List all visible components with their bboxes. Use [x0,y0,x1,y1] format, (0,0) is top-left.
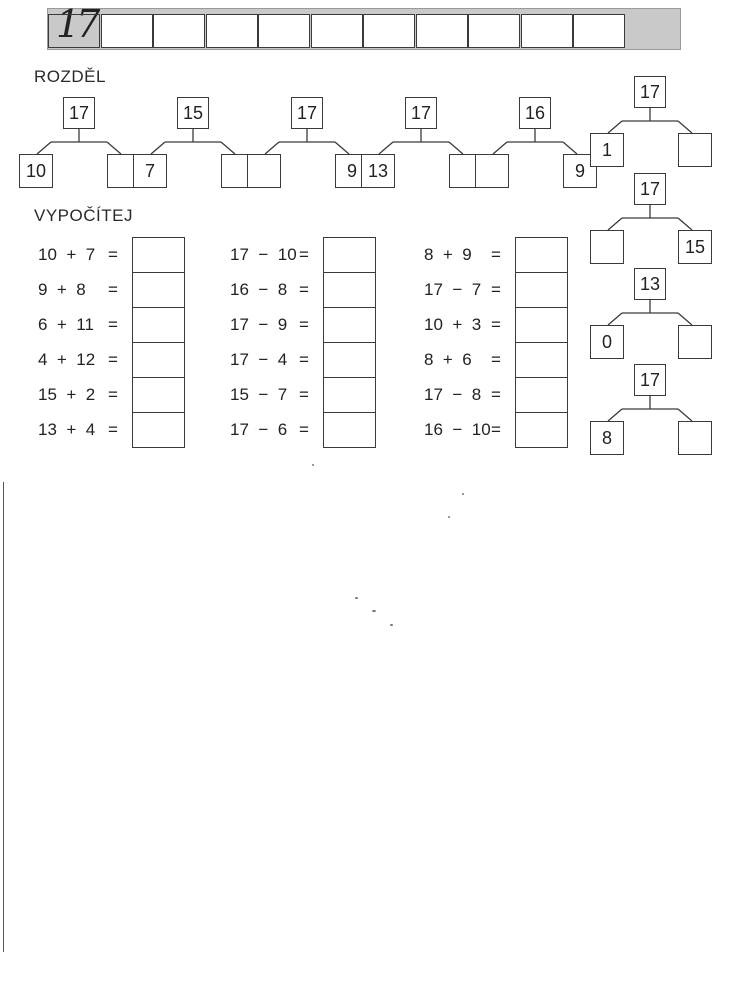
tree-branch-line [608,218,622,230]
side_tree-right-number: 15 [678,230,712,264]
operand-a: 16 [424,420,443,439]
answer-box[interactable] [323,412,376,448]
operand-a: 6 [38,315,48,334]
operator-sign: − [248,385,278,404]
operand-a: 17 [424,280,443,299]
tree-branch-line [151,142,165,154]
scan-speck [372,610,376,612]
equals-sign: = [491,385,501,404]
operator-sign: + [56,420,86,439]
side_tree-top-number: 17 [634,76,666,108]
operator-sign: − [248,245,278,264]
answer-box[interactable] [132,377,185,413]
equals-sign: = [299,315,309,334]
split_tree-top-number: 17 [405,97,437,129]
equation-text [230,385,287,405]
equals-sign: = [108,420,118,439]
split_tree-left-number: 7 [133,154,167,188]
operator-sign: − [248,315,278,334]
side_tree-top-number: 13 [634,268,666,300]
operator-sign: + [47,350,77,369]
split_tree-right-number: 9 [335,154,369,188]
side_tree-top-number: 17 [634,364,666,396]
tree-branch-line [379,142,393,154]
answer-box[interactable] [515,412,568,448]
tree-branch-line [221,142,235,154]
operand-a: 9 [38,280,48,299]
operand-a: 17 [230,245,249,264]
operand-b: 7 [471,280,482,299]
answer-box[interactable] [132,412,185,448]
split_tree-top-number: 17 [63,97,95,129]
header-strip-cell [258,14,310,48]
tree-branch-line [608,409,622,421]
header-strip [47,2,681,50]
answer-box[interactable] [515,307,568,343]
operator-sign: + [47,280,77,299]
side_tree-right-answer-box[interactable] [678,421,712,455]
tree-branch-line [493,142,507,154]
operand-b: 9 [462,245,472,264]
header-strip-cell [416,14,468,48]
equation-text [38,420,95,440]
equation-text [424,385,481,405]
split_tree-left-answer-box[interactable] [475,154,509,188]
compute-section-title: VYPOČÍTEJ [34,206,133,225]
equation-text [424,420,491,440]
split_tree-left-number: 10 [19,154,53,188]
page-edge-line [3,482,4,952]
equation-text [230,315,287,335]
header-strip-cell [573,14,625,48]
tree-branch-line [107,142,121,154]
equation-text [38,385,95,405]
equals-sign: = [491,420,501,439]
equation-text [424,350,472,370]
operator-sign: + [433,350,463,369]
side_tree-right-answer-box[interactable] [678,325,712,359]
tree-branch-line [37,142,51,154]
operand-b: 6 [277,420,288,439]
answer-box[interactable] [515,342,568,378]
operand-b: 10 [277,245,297,264]
scan-speck [462,493,464,495]
scan-speck [312,464,314,466]
operand-b: 11 [76,315,94,334]
split_tree-top-number: 16 [519,97,551,129]
operator-sign: − [442,280,472,299]
scan-speck [355,597,358,599]
operator-sign: − [248,350,278,369]
equals-sign: = [108,385,118,404]
equation-text [424,245,472,265]
side_tree-left-answer-box[interactable] [590,230,624,264]
equation-text [38,245,95,265]
operand-b: 7 [85,245,96,264]
tree-branch-line [678,409,692,421]
operator-sign: + [56,385,86,404]
operand-b: 8 [76,280,86,299]
tree-branch-line [608,313,622,325]
answer-box[interactable] [323,237,376,273]
header-strip-cell [363,14,415,48]
operand-a: 8 [424,350,434,369]
operand-a: 13 [38,420,57,439]
operand-a: 17 [424,385,443,404]
operand-a: 15 [38,385,57,404]
side_tree-left-number: 0 [590,325,624,359]
header-strip-cell [311,14,363,48]
split_tree-top-number: 17 [291,97,323,129]
tree-branch-line [449,142,463,154]
operand-b: 4 [277,350,288,369]
operand-a: 16 [230,280,249,299]
answer-box[interactable] [515,272,568,308]
equation-text [230,245,297,265]
header-strip-cell [206,14,258,48]
operand-a: 17 [230,315,249,334]
operand-a: 17 [230,350,249,369]
answer-box[interactable] [515,377,568,413]
operand-b: 6 [462,350,472,369]
equals-sign: = [491,245,501,264]
equation-text [230,420,287,440]
operator-sign: + [433,245,463,264]
split_tree-left-answer-box[interactable] [247,154,281,188]
header-strip-cell [468,14,520,48]
tree-branch-line [335,142,349,154]
scan-speck [390,624,393,626]
operator-sign: − [442,385,472,404]
answer-box[interactable] [132,272,185,308]
equals-sign: = [108,280,118,299]
operand-a: 17 [230,420,249,439]
split-section-title: ROZDĚL [34,67,106,86]
tree-branch-line [678,218,692,230]
equation-text [424,315,481,335]
equals-sign: = [299,245,309,264]
operator-sign: − [248,420,278,439]
equals-sign: = [299,420,309,439]
side_tree-right-answer-box[interactable] [678,133,712,167]
header-strip-cell [521,14,573,48]
operator-sign: + [56,245,86,264]
equals-sign: = [491,280,501,299]
operand-a: 8 [424,245,434,264]
operand-a: 10 [424,315,443,334]
operator-sign: − [248,280,278,299]
tree-branch-line [265,142,279,154]
answer-box[interactable] [132,307,185,343]
operand-b: 7 [277,385,288,404]
equation-text [38,280,86,300]
equals-sign: = [108,315,118,334]
split_tree-left-number: 13 [361,154,395,188]
equals-sign: = [108,350,118,369]
equals-sign: = [491,315,501,334]
header-strip-cell [153,14,205,48]
answer-box[interactable] [323,272,376,308]
equals-sign: = [491,350,501,369]
equation-text [38,315,94,335]
handwritten-page-number: 17 [56,2,97,46]
header-strip-cell [48,14,100,48]
header-strip-cell [101,14,153,48]
answer-box[interactable] [132,342,185,378]
answer-box[interactable] [323,342,376,378]
side_tree-left-number: 1 [590,133,624,167]
operator-sign: − [442,420,472,439]
operand-a: 4 [38,350,48,369]
tree-branch-line [678,121,692,133]
side_tree-top-number: 17 [634,173,666,205]
operand-b: 2 [85,385,96,404]
tree-branch-line [608,121,622,133]
tree-branch-line [563,142,577,154]
equals-sign: = [299,385,309,404]
operand-a: 15 [230,385,249,404]
scan-speck [448,516,450,518]
equals-sign: = [108,245,118,264]
operand-b: 4 [85,420,96,439]
equation-text [38,350,95,370]
side_tree-left-number: 8 [590,421,624,455]
answer-box[interactable] [515,237,568,273]
answer-box[interactable] [323,377,376,413]
operand-a: 10 [38,245,57,264]
equals-sign: = [299,350,309,369]
operand-b: 10 [471,420,491,439]
operand-b: 3 [471,315,482,334]
tree-branch-line [678,313,692,325]
answer-box[interactable] [323,307,376,343]
equation-text [230,280,287,300]
operand-b: 8 [277,280,288,299]
split_tree-right-number: 9 [563,154,597,188]
operand-b: 9 [277,315,288,334]
operator-sign: + [442,315,472,334]
equals-sign: = [299,280,309,299]
equation-text [424,280,481,300]
operator-sign: + [47,315,77,334]
split_tree-top-number: 15 [177,97,209,129]
operand-b: 12 [76,350,96,369]
operand-b: 8 [471,385,482,404]
equation-text [230,350,287,370]
answer-box[interactable] [132,237,185,273]
